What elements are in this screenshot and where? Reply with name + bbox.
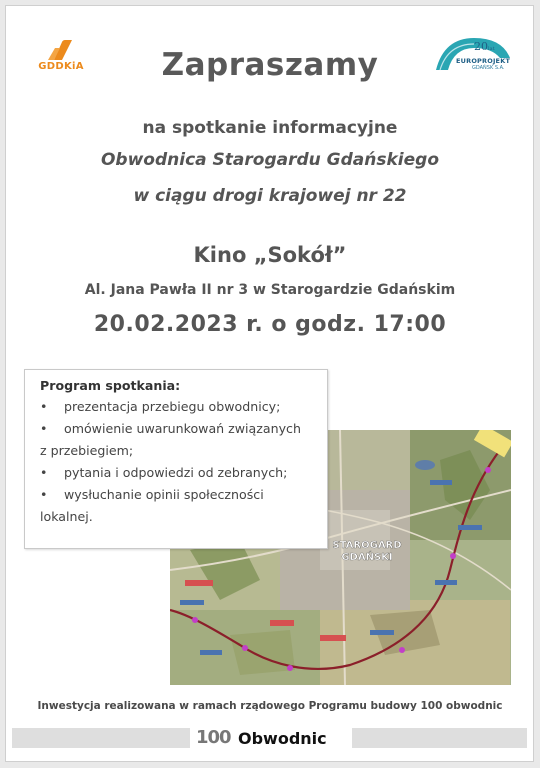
program-heading: Program spotkania:	[40, 378, 181, 393]
europrojekt-name: EUROPROJEKT	[456, 57, 511, 65]
europrojekt-city: GDAŃSK S.A.	[472, 65, 505, 71]
program-item-continuation: z przebiegiem;	[40, 443, 134, 458]
program-item: • omówienie uwarunkowań związanych	[40, 421, 301, 436]
program-box	[24, 369, 328, 549]
map-city-label-2: GDAŃSKI	[341, 552, 393, 563]
europrojekt-years: 20lat	[474, 40, 495, 53]
venue-address: Al. Jana Pawła II nr 3 w Starogardzie Gdańskim	[84, 282, 456, 298]
gddkia-logo-text: GDDKiA	[38, 61, 84, 72]
program-item: • pytania i odpowiedzi od zebranych;	[40, 465, 288, 480]
meeting-datetime: 20.02.2023 r. o godz. 17:00	[93, 312, 447, 337]
subtitle-line-3: w ciągu drogi krajowej nr 22	[133, 186, 407, 206]
program-item: • wysłuchanie opinii społeczności	[40, 487, 264, 502]
subtitle-line-2: Obwodnica Starogardu Gdańskiego	[100, 150, 440, 170]
investment-note: Inwestycja realizowana w ramach rządowego Programu budowy 100 obwodnic	[37, 700, 503, 712]
brand-name: Obwodnic	[238, 729, 327, 748]
map-city-label-1: STAROGARD	[332, 540, 402, 551]
100-obwodnic-logo	[190, 726, 352, 750]
program-item-continuation: lokalnej.	[40, 509, 93, 524]
program-item: • prezentacja przebiegu obwodnicy;	[40, 399, 281, 414]
subtitle-line-1: na spotkanie informacyjne	[142, 118, 398, 138]
page-title: Zapraszamy	[161, 47, 379, 83]
venue-name: Kino „Sokół”	[193, 243, 347, 267]
brand-number: 100	[196, 727, 231, 748]
